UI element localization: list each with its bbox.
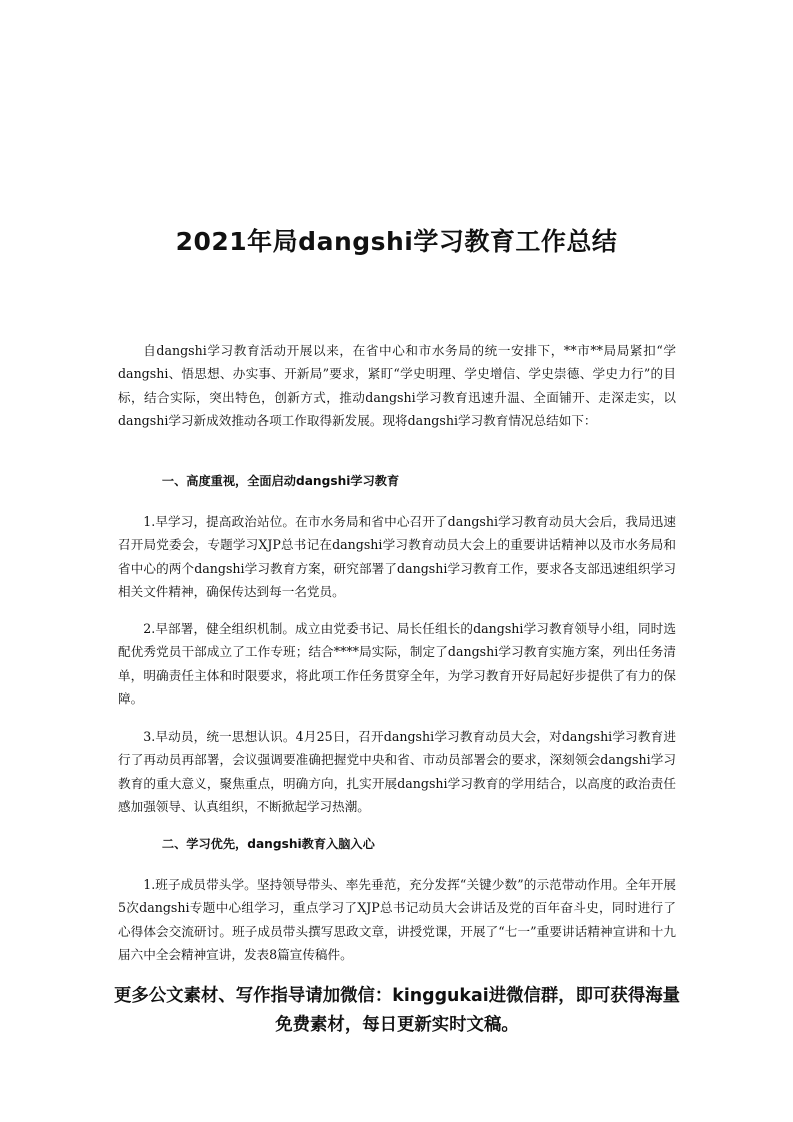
- section-2-heading: 二、学习优先，dangshi教育入脑入心: [161, 837, 375, 851]
- section-1-paragraph-3: 3.早动员，统一思想认识。4月25日，召开dangshi学习教育动员大会，对dangshi学习教育进行了再动员再部署，会议强调要准确把握党中央和省、市动员部署会的要求，深刻领会dangshi学习教育的重大意义，聚焦重点，明确方向，扎实开展dangshi学习教育的学用结合，以高度的政治责任感加强领导、认真组织，不断掀起学习热潮。: [118, 729, 676, 815]
- intro-paragraph: 自dangshi学习教育活动开展以来，在省中心和市水务局的统一安排下，**市**局局紧扣“学dangshi、悟思想、办实事、开新局”要求，紧盯“学史明理、学史增信、学史崇德、学史力行”的目标，结合实际，突出特色，创新方式，推动dangshi学习教育迅速升温、全面铺开、走深走实，以dangshi学习新成效推动各项工作取得新发展。现将dangshi学习教育情况总结如下：: [118, 343, 676, 429]
- section-1-paragraph-1: 1.早学习，提高政治站位。在市水务局和省中心召开了dangshi学习教育动员大会后，我局迅速召开局党委会，专题学习XJP总书记在dangshi学习教育动员大会上的重要讲话精神以及市水务局和省中心的两个dangshi学习教育方案，研究部署了dangshi学习教育工作，要求各支部迅速组织学习相关文件精神，确保传达到每一名党员。: [118, 514, 676, 600]
- promo-notice: 更多公文素材、写作指导请加微信：kinggukai进微信群，即可获得海量免费素材，每日更新实时文稿。: [114, 986, 680, 1035]
- section-2-paragraph-1: 1.班子成员带头学。坚持领导带头、率先垂范，充分发挥“关键少数”的示范带动作用。全年开展5次dangshi专题中心组学习，重点学习了XJP总书记动员大会讲话及党的百年奋斗史，同时进行了心得体会交流研讨。班子成员带头撰写思政文章，讲授党课，开展了“七一”重要讲话精神宣讲和十九届六中全会精神宣讲，发表8篇宣传稿件。: [118, 877, 676, 963]
- section-1-paragraph-2: 2.早部署，健全组织机制。成立由党委书记、局长任组长的dangshi学习教育领导小组，同时选配优秀党员干部成立了工作专班；结合****局实际，制定了dangshi学习教育实施方案，列出任务清单，明确责任主体和时限要求，将此项工作任务贯穿全年，为学习教育开好局起好步提供了有力的保障。: [118, 621, 676, 707]
- document-title: 2021年局dangshi学习教育工作总结: [175, 227, 618, 256]
- section-1-heading: 一、高度重视，全面启动dangshi学习教育: [161, 474, 400, 488]
